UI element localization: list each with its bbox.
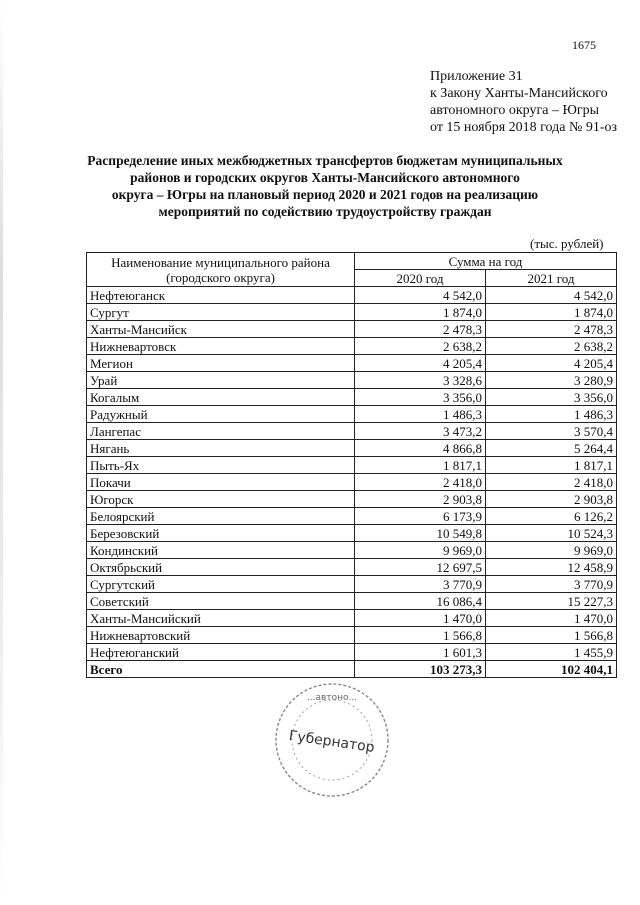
cell-amount-2020: 1 817,1 xyxy=(355,457,486,474)
cell-municipality: Лангепас xyxy=(87,423,355,440)
cell-amount-2020: 3 328,6 xyxy=(355,372,486,389)
cell-amount-2021: 10 524,3 xyxy=(486,525,617,542)
cell-amount-2020: 2 478,3 xyxy=(355,321,486,338)
cell-amount-2021: 5 264,4 xyxy=(486,440,617,457)
appendix-reference xyxy=(430,68,617,136)
cell-amount-2020: 6 173,9 xyxy=(355,508,486,525)
title-line: Распределение иных межбюджетных трансфертов бюджетам муниципальных xyxy=(87,153,563,168)
transfers-table xyxy=(86,252,617,678)
cell-amount-2021: 1 470,0 xyxy=(486,610,617,627)
header-2020: 2020 год xyxy=(355,270,486,287)
table-row xyxy=(87,287,617,304)
title-line: районов и городских округов Ханты-Мансийского автономного xyxy=(130,170,520,185)
cell-amount-2021: 102 404,1 xyxy=(486,661,617,678)
cell-amount-2021: 3 280,9 xyxy=(486,372,617,389)
table-body xyxy=(87,287,617,678)
cell-municipality: Октябрьский xyxy=(87,559,355,576)
table-row xyxy=(87,644,617,661)
header-name-line: Наименование муниципального района xyxy=(111,254,330,270)
cell-amount-2020: 12 697,5 xyxy=(355,559,486,576)
table-row xyxy=(87,355,617,372)
cell-amount-2021: 9 969,0 xyxy=(486,542,617,559)
cell-amount-2021: 2 903,8 xyxy=(486,491,617,508)
title-line: мероприятий по содействию трудоустройству граждан xyxy=(158,204,492,219)
table-row xyxy=(87,593,617,610)
header-name xyxy=(87,253,355,287)
cell-municipality: Всего xyxy=(87,661,355,678)
cell-amount-2020: 4 866,8 xyxy=(355,440,486,457)
cell-municipality: Кондинский xyxy=(87,542,355,559)
cell-municipality: Нижневартовский xyxy=(87,627,355,644)
table-row xyxy=(87,321,617,338)
cell-amount-2020: 1 874,0 xyxy=(355,304,486,321)
cell-municipality: Белоярский xyxy=(87,508,355,525)
cell-municipality: Покачи xyxy=(87,474,355,491)
cell-municipality: Нефтеюганский xyxy=(87,644,355,661)
cell-amount-2021: 1 566,8 xyxy=(486,627,617,644)
appendix-line: автономного округа – Югры xyxy=(430,103,599,118)
table-row xyxy=(87,627,617,644)
cell-amount-2021: 1 874,0 xyxy=(486,304,617,321)
cell-amount-2020: 2 638,2 xyxy=(355,338,486,355)
cell-amount-2021: 1 486,3 xyxy=(486,406,617,423)
appendix-line: к Закону Ханты-Мансийского xyxy=(430,86,608,101)
cell-amount-2020: 1 486,3 xyxy=(355,406,486,423)
appendix-line: Приложение 31 xyxy=(430,69,523,84)
cell-amount-2021: 2 478,3 xyxy=(486,321,617,338)
cell-amount-2020: 2 903,8 xyxy=(355,491,486,508)
cell-amount-2021: 2 638,2 xyxy=(486,338,617,355)
table-row xyxy=(87,525,617,542)
cell-amount-2020: 10 549,8 xyxy=(355,525,486,542)
cell-amount-2021: 6 126,2 xyxy=(486,508,617,525)
cell-amount-2020: 3 770,9 xyxy=(355,576,486,593)
page-number: 1675 xyxy=(572,38,596,52)
cell-amount-2020: 4 205,4 xyxy=(355,355,486,372)
appendix-line: от 15 ноября 2018 года № 91-оз xyxy=(430,120,618,135)
cell-amount-2020: 1 470,0 xyxy=(355,610,486,627)
header-sum: Сумма на год xyxy=(355,253,617,270)
cell-municipality: Нижневартовск xyxy=(87,338,355,355)
header-name-line: (городского округа) xyxy=(166,269,275,285)
cell-amount-2021: 4 205,4 xyxy=(486,355,617,372)
cell-municipality: Нягань xyxy=(87,440,355,457)
cell-amount-2020: 16 086,4 xyxy=(355,593,486,610)
cell-amount-2020: 3 356,0 xyxy=(355,389,486,406)
cell-amount-2021: 3 570,4 xyxy=(486,423,617,440)
table-row xyxy=(87,457,617,474)
cell-amount-2021: 2 418,0 xyxy=(486,474,617,491)
cell-municipality: Сургутский xyxy=(87,576,355,593)
cell-municipality: Мегион xyxy=(87,355,355,372)
title-line: округа – Югры на плановый период 2020 и 2021 годов на реализацию xyxy=(111,187,539,202)
cell-amount-2020: 1 601,3 xyxy=(355,644,486,661)
cell-municipality: Урай xyxy=(87,372,355,389)
cell-municipality: Радужный xyxy=(87,406,355,423)
cell-municipality: Югорск xyxy=(87,491,355,508)
cell-amount-2021: 3 356,0 xyxy=(486,389,617,406)
document-title xyxy=(60,152,590,220)
table-row xyxy=(87,542,617,559)
table-row xyxy=(87,610,617,627)
table-row xyxy=(87,559,617,576)
cell-amount-2020: 3 473,2 xyxy=(355,423,486,440)
table-row xyxy=(87,474,617,491)
cell-amount-2021: 1 455,9 xyxy=(486,644,617,661)
cell-municipality: Советский xyxy=(87,593,355,610)
table-row xyxy=(87,576,617,593)
unit-label: (тыс. рублей) xyxy=(530,236,604,251)
table-row xyxy=(87,304,617,321)
cell-amount-2020: 2 418,0 xyxy=(355,474,486,491)
stamp-text: Губернатор xyxy=(287,728,376,756)
cell-municipality: Когалым xyxy=(87,389,355,406)
table-row xyxy=(87,372,617,389)
cell-municipality: Пыть-Ях xyxy=(87,457,355,474)
cell-municipality: Ханты-Мансийск xyxy=(87,321,355,338)
table-row xyxy=(87,406,617,423)
scan-edge xyxy=(0,0,3,905)
cell-municipality: Сургут xyxy=(87,304,355,321)
table-row xyxy=(87,440,617,457)
cell-amount-2020: 4 542,0 xyxy=(355,287,486,304)
table-row xyxy=(87,423,617,440)
total-row xyxy=(87,661,617,678)
cell-amount-2021: 12 458,9 xyxy=(486,559,617,576)
header-2021: 2021 год xyxy=(486,270,617,287)
table-row xyxy=(87,389,617,406)
cell-amount-2020: 9 969,0 xyxy=(355,542,486,559)
cell-amount-2021: 4 542,0 xyxy=(486,287,617,304)
cell-amount-2021: 3 770,9 xyxy=(486,576,617,593)
cell-amount-2020: 1 566,8 xyxy=(355,627,486,644)
stamp-ring-text: ...автоно... xyxy=(306,693,358,703)
cell-municipality: Ханты-Мансийский xyxy=(87,610,355,627)
cell-amount-2021: 15 227,3 xyxy=(486,593,617,610)
cell-amount-2020: 103 273,3 xyxy=(355,661,486,678)
table-row xyxy=(87,508,617,525)
cell-amount-2021: 1 817,1 xyxy=(486,457,617,474)
governor-stamp xyxy=(272,680,392,800)
cell-municipality: Нефтеюганск xyxy=(87,287,355,304)
table-row xyxy=(87,338,617,355)
cell-municipality: Березовский xyxy=(87,525,355,542)
table-row xyxy=(87,491,617,508)
